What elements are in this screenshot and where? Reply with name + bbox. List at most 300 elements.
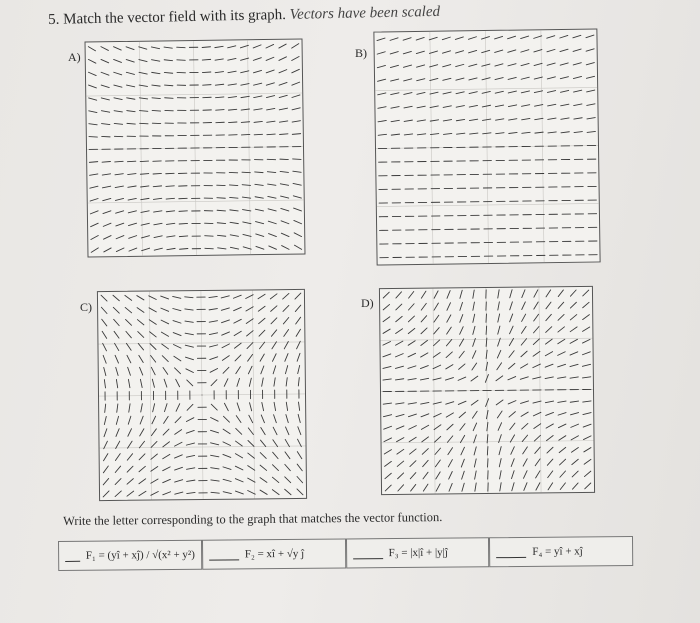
field-arrow [286,402,287,410]
field-arrow [447,424,453,430]
field-arrow [187,468,195,469]
field-arrow [103,466,108,473]
field-arrow [508,64,516,66]
field-arrow [228,71,236,73]
field-arrow [560,77,568,79]
field-arrow [383,292,389,298]
field-arrow [217,210,225,211]
field-arrow [103,343,107,351]
field-arrow [128,174,136,175]
field-arrow [574,104,582,106]
field-arrow [496,133,504,134]
field-arrow [141,404,143,412]
field-arrow [126,331,131,338]
field-arrow [475,483,477,491]
field-arrow [587,90,595,92]
field-arrow [535,132,543,133]
field-arrow [217,185,225,186]
field-arrow [128,186,136,187]
field-arrow [396,329,403,334]
field-arrow [521,326,526,333]
field-arrow [446,402,454,404]
field-arrow [462,483,464,491]
field-arrow [534,63,542,65]
field-arrow [510,314,513,322]
field-arrow [508,91,516,93]
field-arrow [116,223,124,226]
field-arrow [421,303,426,310]
field-arrow [297,452,302,459]
field-arrow [404,93,412,95]
field-arrow [280,184,288,186]
field-arrow [582,339,590,343]
field-arrow [242,172,250,173]
field-arrow [173,320,181,323]
field-arrow [127,466,133,472]
field-arrow [521,50,529,52]
field-arrow [114,111,122,113]
field-arrow [149,308,156,312]
field-arrow [398,473,404,479]
field-arrow [462,471,465,479]
field-arrow [583,413,591,415]
field-arrow [248,428,253,435]
field-arrow [298,427,301,435]
field-arrow [469,92,477,94]
field-arrow [558,290,563,297]
field-arrow [266,57,274,60]
field-arrow [383,366,391,368]
field-arrow [228,84,236,85]
field-arrow [472,351,476,359]
field-arrow [223,479,231,481]
field-arrow [536,483,540,490]
field-arrow [421,291,426,298]
field-arrow [116,367,118,375]
field-arrow [548,104,556,106]
field-arrow [177,47,185,48]
field-arrow [115,174,123,175]
field-arrow [396,414,404,416]
field-arrow [469,64,477,66]
field-arrow [211,417,219,421]
field-arrow [548,483,553,490]
field-arrow [417,120,425,121]
field-arrow [442,51,450,53]
field-arrow [498,423,502,431]
field-arrow [260,354,264,361]
field-arrow [377,38,385,41]
field-arrow [104,441,108,449]
field-arrow [383,329,390,333]
field-arrow [391,79,399,81]
field-arrow [297,489,303,495]
field-arrow [116,429,119,437]
field-arrow [229,172,237,173]
field-arrow [497,363,502,370]
field-arrow [279,70,287,73]
field-arrow [534,36,542,39]
field-arrow [523,447,528,454]
field-arrow [498,326,500,334]
field-arrow [558,314,564,320]
field-arrow [285,477,291,483]
field-arrow [584,448,591,452]
field-arrow [545,401,553,403]
field-arrow [152,416,156,424]
field-arrow [267,159,275,160]
field-arrow [573,49,581,51]
field-arrow [423,460,429,466]
field-arrow [548,118,556,119]
field-arrow [139,355,143,362]
graph-label-a: A) [68,50,81,64]
field-arrow [383,304,390,309]
field-arrow [218,248,226,249]
field-arrow [436,472,441,479]
field-arrow [91,248,98,252]
answer-cell-f2[interactable] [202,538,346,569]
field-arrow [253,58,261,61]
field-arrow [185,297,193,298]
field-arrow [423,484,428,491]
field-arrow [570,339,577,343]
field-arrow [408,379,416,380]
field-arrow [409,292,414,299]
field-arrow [584,471,591,476]
field-arrow [573,35,581,38]
field-arrow [228,58,236,60]
field-arrow [246,319,253,324]
field-arrow [508,377,516,380]
field-arrow [434,328,440,334]
field-arrow [177,60,185,61]
field-arrow [211,468,219,469]
field-arrow [273,427,277,435]
field-arrow [416,65,424,67]
field-arrow [237,378,240,386]
field-arrow [460,327,464,335]
field-arrow [495,50,503,52]
field-arrow [404,134,412,135]
field-arrow [253,45,261,48]
field-arrow [103,198,111,200]
answer-table [58,536,633,571]
field-arrow [209,296,217,297]
field-arrow [279,82,287,85]
field-arrow [408,328,415,333]
field-arrow [495,105,503,107]
field-arrow [574,118,582,119]
field-arrow [496,376,503,381]
field-arrow [486,290,487,298]
field-arrow [114,98,122,100]
field-arrow [296,317,301,324]
field-arrow [150,344,156,350]
field-arrow [473,314,475,322]
field-arrow [461,447,465,455]
field-arrow [126,59,134,62]
field-arrow [486,350,487,358]
field-arrow [446,339,452,345]
field-arrow [486,302,487,310]
field-arrow [113,307,119,313]
field-arrow [173,344,181,348]
answer-cell-f1[interactable] [58,540,202,571]
field-arrow [558,377,566,378]
field-arrow [283,305,289,311]
field-arrow [391,120,399,121]
field-arrow [209,309,217,310]
field-arrow [559,447,566,452]
field-arrow [570,377,578,378]
field-arrow [423,472,428,479]
field-arrow [385,485,391,491]
field-arrow [258,306,265,311]
field-arrow [180,249,188,250]
field-arrow [185,321,193,322]
field-arrow [455,51,463,53]
field-arrow [215,72,223,73]
field-arrow [161,296,169,299]
field-arrow [583,401,591,402]
field-arrow [272,477,278,483]
answer-blank[interactable] [353,548,383,559]
field-arrow [266,70,274,73]
field-arrow [254,121,262,122]
field-arrow [286,427,289,435]
field-arrow [429,51,437,53]
field-arrow [533,412,541,416]
field-arrow [103,236,111,240]
field-arrow [153,186,161,187]
field-arrow [520,377,528,379]
field-arrow [281,196,289,198]
field-arrow [89,136,97,137]
field-arrow [521,105,529,107]
field-arrow [221,296,229,298]
answer-blank[interactable] [65,550,80,561]
field-arrow [166,211,174,212]
field-arrow [90,174,98,175]
field-arrow [102,123,110,124]
field-arrow [235,454,242,458]
field-arrow [223,416,229,422]
field-arrow [129,248,137,251]
field-arrow [410,461,416,467]
field-arrow [417,92,425,94]
field-arrow [384,450,391,454]
field-arrow [115,161,123,162]
field-arrow [152,379,154,387]
field-arrow [561,118,569,119]
field-arrow [88,72,96,76]
field-arrow [443,133,451,134]
field-arrow [583,315,590,320]
field-arrow [582,364,590,366]
field-arrow [570,302,576,308]
field-arrow [267,121,275,122]
field-arrow [104,248,111,252]
field-arrow [508,105,516,107]
field-arrow [272,490,279,495]
field-arrow [430,120,438,121]
field-arrow [267,172,275,173]
field-arrow [161,320,169,324]
field-arrow [211,430,219,433]
field-arrow [164,72,172,73]
field-arrow [261,415,264,423]
field-arrow [570,364,578,366]
field-arrow [570,352,578,355]
problem-title [48,4,440,29]
field-arrow [114,85,122,87]
field-arrow [460,435,464,442]
field-arrow [573,76,581,78]
field-arrow [246,307,253,311]
field-arrow [511,471,514,479]
field-arrow [583,436,591,440]
field-arrow [185,345,193,347]
answer-cell-f4[interactable] [489,536,633,567]
field-arrow [205,248,213,249]
field-arrow [420,378,428,380]
field-arrow [298,365,300,373]
field-arrow [498,314,500,322]
field-arrow [103,211,111,214]
field-arrow [186,418,194,422]
field-arrow [139,466,146,471]
field-arrow [499,471,501,479]
field-arrow [116,248,124,252]
field-arrow [509,132,517,133]
field-arrow [154,223,162,225]
field-arrow [471,400,478,405]
field-arrow [271,306,277,312]
field-arrow [280,159,288,160]
field-arrow [509,351,514,358]
field-arrow [102,136,110,137]
field-arrow [571,447,578,452]
field-arrow [558,413,566,416]
field-arrow [266,96,274,98]
field-arrow [230,210,238,211]
field-arrow [521,36,529,39]
field-arrow [460,314,463,322]
field-arrow [495,78,503,80]
field-arrow [461,459,464,467]
field-arrow [104,380,105,388]
field-arrow [271,330,276,337]
field-arrow [152,60,160,62]
answer-cell-f3[interactable] [345,537,489,568]
field-arrow [384,426,392,429]
field-arrow [202,59,210,60]
field-arrow [449,472,453,480]
field-arrow [129,236,137,239]
field-arrow [248,453,255,458]
field-arrow [217,235,225,236]
field-arrow [205,223,213,224]
field-arrow [285,464,291,470]
field-arrow [151,367,155,375]
field-arrow [115,491,121,497]
field-arrow [383,354,391,357]
field-arrow [186,430,194,433]
field-arrow [434,413,442,417]
answer-blank[interactable] [496,546,526,557]
field-arrow [558,327,565,332]
field-arrow [416,51,424,53]
field-arrow [434,425,441,430]
field-arrow [396,292,402,298]
field-arrow [385,461,392,466]
field-arrow [256,234,264,237]
field-arrow [500,483,502,491]
field-arrow [447,327,452,334]
field-arrow [210,345,218,347]
field-arrow [137,320,144,325]
field-arrow [497,411,502,418]
field-arrow [390,38,398,41]
field-arrow [293,183,301,185]
field-arrow [115,343,119,350]
field-arrow [162,356,168,362]
field-arrow [522,314,526,321]
problem-number: 5. [48,11,60,28]
function-f1: F₁ = (yî + xĵ) / √(x² + y²) [85,548,195,562]
field-arrow [137,295,144,300]
field-arrow [408,353,416,357]
field-arrow [222,344,230,348]
field-arrow [459,351,464,358]
field-arrow [224,403,228,411]
field-arrow [90,211,98,214]
field-arrow [398,485,404,491]
field-arrow [456,64,464,66]
field-arrow [460,302,463,310]
field-arrow [390,52,398,54]
field-arrow [487,459,488,467]
answer-blank[interactable] [209,549,239,560]
field-arrow [455,37,463,40]
field-arrow [175,368,181,374]
field-arrow [447,303,451,311]
field-arrow [151,429,156,436]
field-arrow [140,367,143,375]
field-arrow [162,344,169,349]
field-arrow [586,35,594,38]
field-arrow [280,171,288,172]
field-arrow [116,379,117,387]
field-arrow [534,77,542,79]
field-arrow [165,98,173,99]
field-arrow [533,339,539,345]
field-arrow [534,91,542,93]
field-arrow [282,245,289,249]
field-arrow [546,314,552,320]
field-arrow [104,429,107,437]
field-arrow [284,342,288,349]
field-arrow [297,341,301,349]
field-arrow [294,245,301,249]
field-arrow [101,72,109,75]
field-arrow [205,236,213,237]
field-arrow [166,186,174,187]
field-arrow [471,376,478,381]
field-arrow [403,38,411,41]
field-arrow [260,453,266,459]
